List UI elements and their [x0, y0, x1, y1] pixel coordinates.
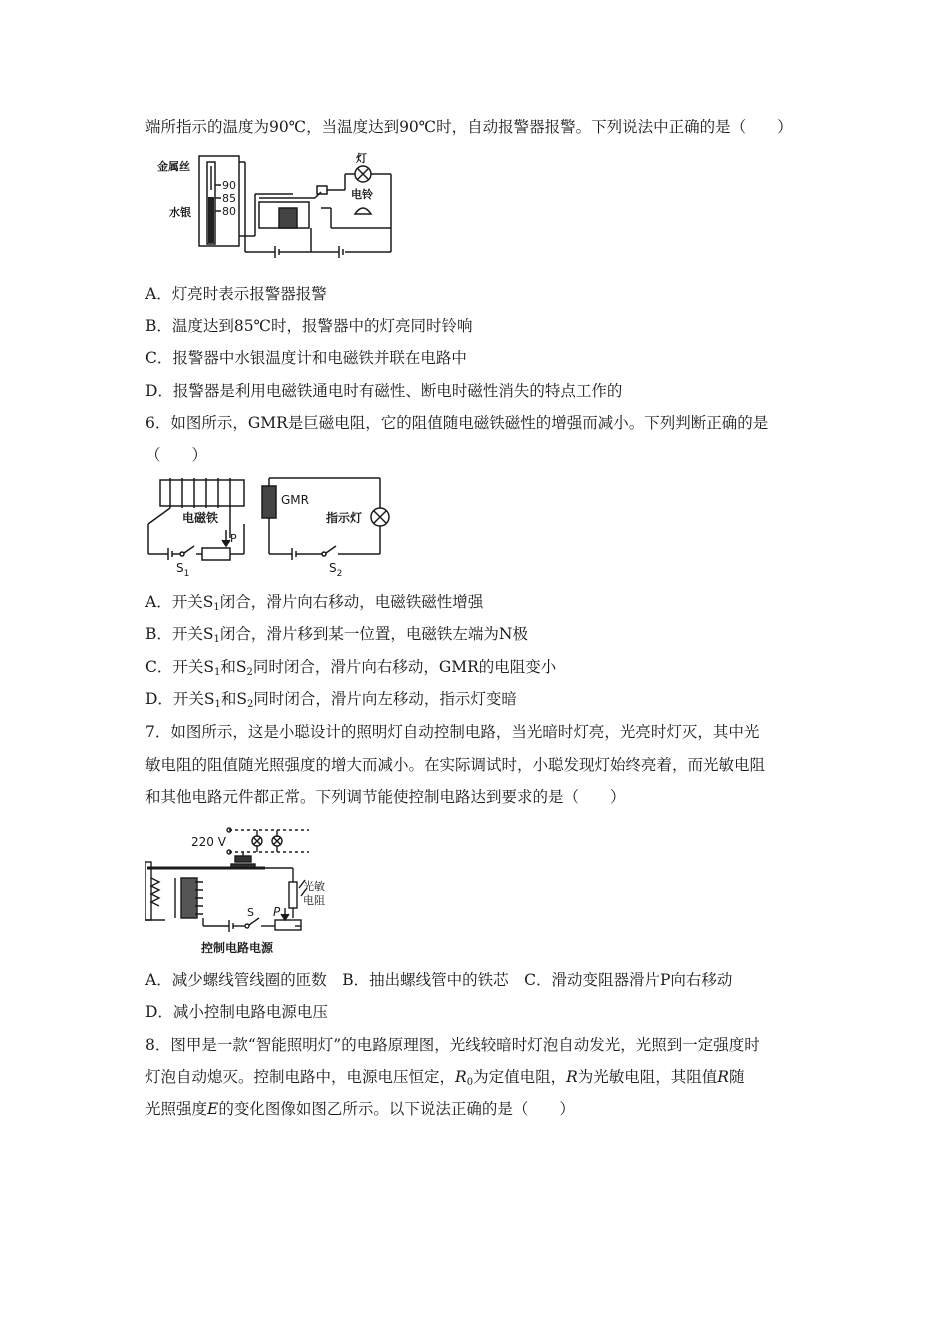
q5-label-wire: 金属丝 [157, 160, 190, 173]
q7-option-d: D．减小控制电路电源电压 [145, 1003, 328, 1021]
q5-alarm-circuit-figure [155, 152, 395, 260]
q6-label-s1-main: S [176, 561, 184, 575]
q7-label-photo-2: 电阻 [303, 894, 325, 907]
q7-label-voltage: 220 V [191, 835, 226, 849]
q6-label-gmr: GMR [281, 493, 309, 507]
q6-label-s2-sub: 2 [336, 569, 343, 579]
q5-option-c: C．报警器中水银温度计和电磁铁并联在电路中 [145, 349, 467, 367]
q7-stem-line2: 敏电阻的阻值随光照强度的增大而减小。在实际调试时，小聪发现灯始终亮着，而光敏电阻 [145, 756, 766, 774]
q5-scale-90: 90 [222, 179, 236, 192]
q5-scale-80: 80 [222, 205, 236, 218]
q6-label-indicator: 指示灯 [326, 511, 363, 525]
q5-label-bell: 电铃 [351, 188, 373, 201]
q6-label-s1-sub: 1 [183, 569, 190, 579]
q7-label-s: S [247, 906, 254, 919]
q7-stem-line3: 和其他电路元件都正常。下列调节能使控制电路达到要求的是（ ） [145, 788, 626, 806]
q7-caption: 控制电路电源 [201, 941, 274, 955]
q7-light-control-figure [145, 822, 335, 960]
q7-label-p: P [273, 905, 281, 919]
q5-label-lamp: 灯 [356, 152, 367, 165]
q5-option-b: B．温度达到85℃时，报警器中的灯亮同时铃响 [145, 317, 473, 335]
q6-label-s2 [329, 561, 342, 579]
q7-label-photo-1: 光敏 [303, 880, 325, 893]
q6-label-s1 [176, 561, 189, 579]
q8-line1: 8．图甲是一款“智能照明灯”的电路原理图，光线较暗时灯泡自动发光，光照到一定强度时 [145, 1036, 760, 1054]
q5-label-mercury: 水银 [169, 206, 191, 219]
q6-option-b: B．开关$S_1$闭合，滑片移到某一位置，电磁铁左端为N极 [145, 625, 528, 645]
q5-option-d: D．报警器是利用电磁铁通电时有磁性、断电时磁性消失的特点工作的 [145, 382, 623, 400]
q5-stem-tail: 端所指示的温度为90℃，当温度达到90℃时，自动报警器报警。下列说法中正确的是（ ） [145, 118, 793, 136]
q5-option-a: A．灯亮时表示报警器报警 [145, 285, 327, 303]
q6-gmr-circuit-figure [140, 474, 400, 586]
q8-line3: 光照强度E的变化图像如图乙所示。以下说法正确的是（ ） [145, 1100, 575, 1118]
q6-stem-line1: 6．如图所示，GMR是巨磁电阻，它的阻值随电磁铁磁性的增强而减小。下列判断正确的是 [145, 414, 769, 432]
q7-options-abc: A．减少螺线管线圈的匝数 B．抽出螺线管中的铁芯 C．滑动变阻器滑片P向右移动 [145, 971, 733, 989]
q6-option-d: D．开关$S_1$和$S_2$同时闭合，滑片向左移动，指示灯变暗 [145, 690, 517, 710]
q6-label-p: P [230, 532, 237, 545]
q6-label-electromagnet: 电磁铁 [182, 511, 219, 525]
q6-label-s2-main: S [329, 561, 337, 575]
q7-stem-line1: 7．如图所示，这是小聪设计的照明灯自动控制电路，当光暗时灯亮，光亮时灯灭，其中光 [145, 723, 760, 741]
q6-option-a: A．开关$S_1$闭合，滑片向右移动，电磁铁磁性增强 [145, 593, 484, 613]
q8-line2: 灯泡自动熄灭。控制电路中，电源电压恒定，$R_0$为定值电阻，R为光敏电阻，其阻值R随 [145, 1068, 745, 1088]
q6-stem-line2: （ ） [145, 446, 208, 464]
q6-option-c: C．开关$S_1$和$S_2$同时闭合，滑片向右移动，GMR的电阻变小 [145, 658, 557, 678]
q5-scale-85: 85 [222, 192, 236, 205]
